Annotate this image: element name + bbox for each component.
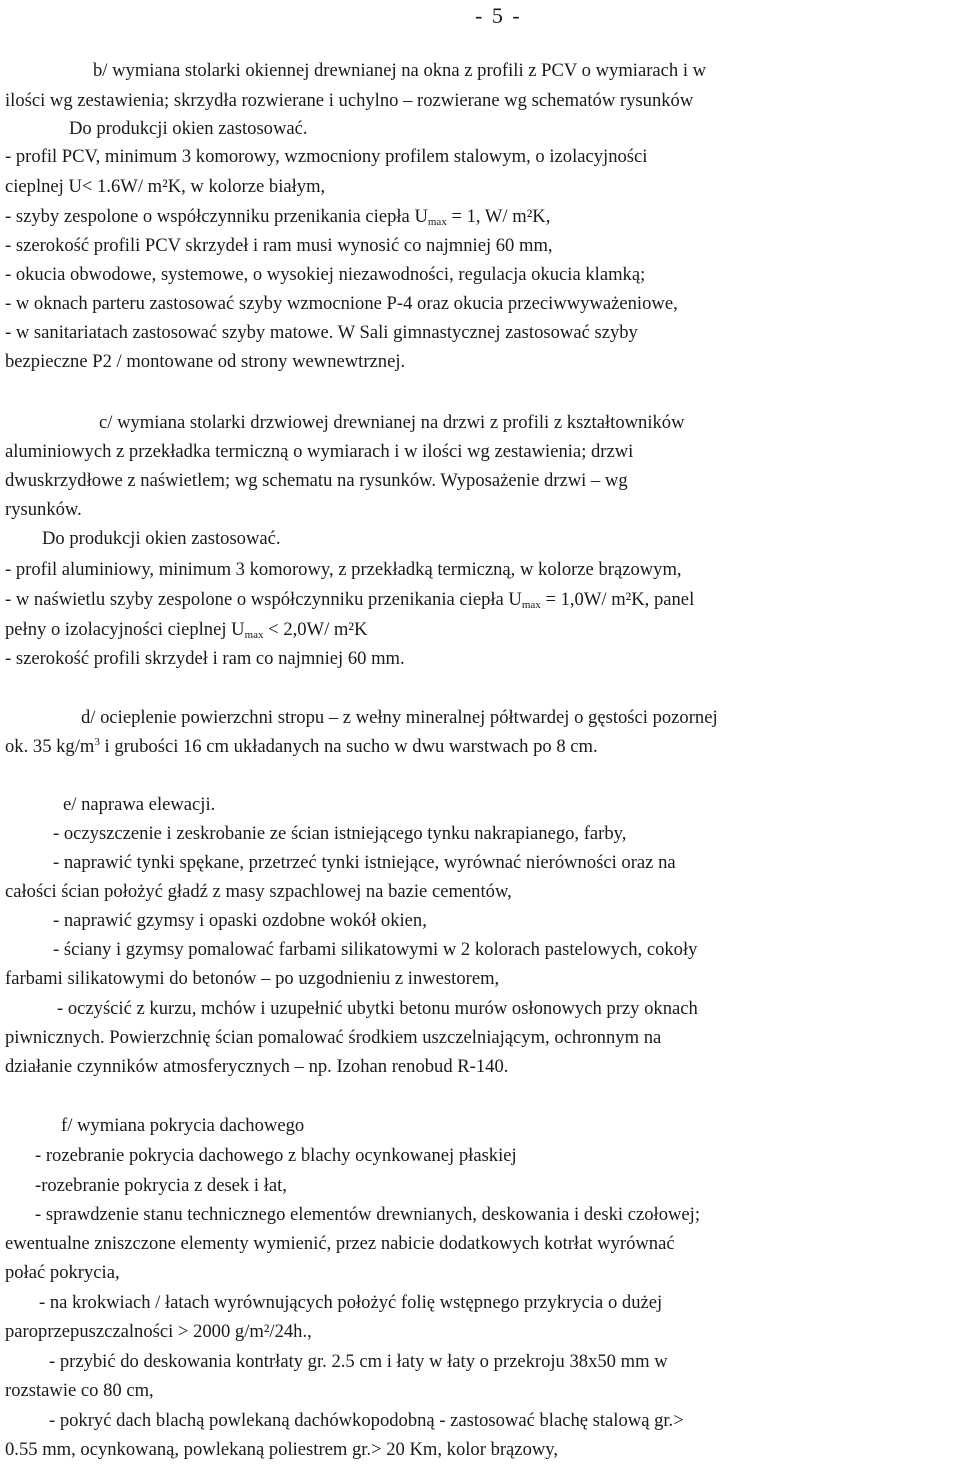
- text-line: e/ naprawa elewacji.: [63, 794, 216, 815]
- text-line: - ściany i gzymsy pomalować farbami silikatowymi w 2 kolorach pastelowych, cokoły: [53, 939, 698, 960]
- text-line: cieplnej U< 1.6W/ m²K, w kolorze białym,: [5, 176, 326, 197]
- text-line: - w oknach parteru zastosować szyby wzmocnione P-4 oraz okucia przeciwwyważeniowe,: [5, 293, 678, 314]
- text-line: rozstawie co 80 cm,: [5, 1380, 154, 1401]
- text-fragment: = 1,0W/ m²K, panel: [540, 589, 695, 610]
- text-line: - na krokwiach / łatach wyrównujących położyć folię wstępnego przykrycia o dużej: [39, 1292, 663, 1313]
- text-line: aluminiowych z przekładka termiczną o wymiarach i w ilości wg zestawienia; drzwi: [5, 441, 634, 462]
- text-line: f/ wymiana pokrycia dachowego: [61, 1115, 305, 1136]
- page-number: - 5 -: [475, 3, 522, 28]
- subscript: max: [244, 629, 264, 641]
- superscript: 3: [94, 736, 100, 748]
- text-fragment: - szyby zespolone o współczynniku przenikania ciepła U: [5, 206, 428, 227]
- text-line: - naprawić gzymsy i opaski ozdobne wokół okien,: [53, 910, 427, 931]
- text-line: - naprawić tynki spękane, przetrzeć tynki istniejące, wyrównać nierówności oraz na: [53, 852, 676, 873]
- text-fragment: = 1, W/ m²K,: [446, 206, 551, 227]
- text-fragment: ok. 35 kg/m: [5, 736, 95, 757]
- text-line: ewentualne zniszczone elementy wymienić, przez nabicie dodatkowych kotrłat wyrównać: [5, 1233, 675, 1254]
- text-line: - rozebranie pokrycia dachowego z blachy ocynkowanej płaskiej: [35, 1145, 517, 1166]
- subscript: max: [521, 599, 541, 611]
- text-line: ilości wg zestawienia; skrzydła rozwierane i uchylno – rozwierane wg schematów rysunków: [5, 90, 694, 111]
- text-line: c/ wymiana stolarki drzwiowej drewnianej na drzwi z profili z kształtowników: [99, 412, 685, 433]
- text-line: - sprawdzenie stanu technicznego elementów drewnianych, deskowania i deski czołowej;: [35, 1204, 700, 1225]
- text-line: [5, 616, 954, 644]
- text-fragment: i grubości 16 cm układanych na sucho w dwu warstwach po 8 cm.: [99, 736, 598, 757]
- text-line: - w sanitariatach zastosować szyby matowe. W Sali gimnastycznej zastosować szyby: [5, 322, 638, 343]
- subscript: max: [427, 216, 447, 228]
- text-line: - okucia obwodowe, systemowe, o wysokiej niezawodności, regulacja okucia klamką;: [5, 264, 646, 285]
- text-line: 0.55 mm, ocynkowaną, powlekaną poliestrem gr.> 20 Km, kolor brązowy,: [5, 1439, 559, 1460]
- text-line: rysunków.: [5, 499, 82, 520]
- text-line: piwnicznych. Powierzchnię ścian pomalować środkiem uszczelniającym, ochronnym na: [5, 1027, 662, 1048]
- text-line: [5, 733, 954, 761]
- text-line: - profil PCV, minimum 3 komorowy, wzmocniony profilem stalowym, o izolacyjności: [5, 146, 648, 167]
- text-line: połać pokrycia,: [5, 1262, 120, 1283]
- text-line: - oczyszczenie i zeskrobanie ze ścian istniejącego tynku nakrapianego, farby,: [53, 823, 627, 844]
- text-line: -rozebranie pokrycia z desek i łat,: [35, 1175, 287, 1196]
- text-line: - przybić do deskowania kontrłaty gr. 2.5 cm i łaty w łaty o przekroju 38x50 mm w: [49, 1351, 668, 1372]
- text-fragment: pełny o izolacyjności cieplnej U: [5, 619, 245, 640]
- text-line: Do produkcji okien zastosować.: [42, 528, 281, 549]
- text-fragment: - w naświetlu szyby zespolone o współczynniku przenikania ciepła U: [5, 589, 522, 610]
- text-line: całości ścian położyć gładź z masy szpachlowej na bazie cementów,: [5, 881, 512, 902]
- text-line: Do produkcji okien zastosować.: [69, 118, 308, 139]
- text-line: działanie czynników atmosferycznych – np. Izohan renobud R-140.: [5, 1056, 509, 1077]
- text-line: - szerokość profili PCV skrzydeł i ram musi wynosić co najmniej 60 mm,: [5, 235, 553, 256]
- text-line: [5, 203, 954, 231]
- text-line: - profil aluminiowy, minimum 3 komorowy, z przekładką termiczną, w kolorze brązowym,: [5, 559, 682, 580]
- text-fragment: < 2,0W/ m²K: [263, 619, 368, 640]
- text-line: bezpieczne P2 / montowane od strony wewnewtrznej.: [5, 351, 406, 372]
- text-line: dwuskrzydłowe z naświetlem; wg schematu na rysunków. Wyposażenie drzwi – wg: [5, 470, 628, 491]
- text-line: farbami silikatowymi do betonów – po uzgodnieniu z inwestorem,: [5, 968, 500, 989]
- text-line: paroprzepuszczalności > 2000 g/m²/24h.,: [5, 1321, 312, 1342]
- text-line: - pokryć dach blachą powlekaną dachówkopodobną - zastosować blachę stalową gr.>: [49, 1410, 684, 1431]
- text-line: - oczyścić z kurzu, mchów i uzupełnić ubytki betonu murów osłonowych przy oknach: [57, 998, 698, 1019]
- text-line: - szerokość profili skrzydeł i ram co najmniej 60 mm.: [5, 648, 405, 669]
- text-line: b/ wymiana stolarki okiennej drewnianej na okna z profili z PCV o wymiarach i w: [93, 60, 707, 81]
- text-line: d/ ocieplenie powierzchni stropu – z wełny mineralnej półtwardej o gęstości pozornej: [81, 707, 718, 728]
- text-line: [5, 586, 954, 614]
